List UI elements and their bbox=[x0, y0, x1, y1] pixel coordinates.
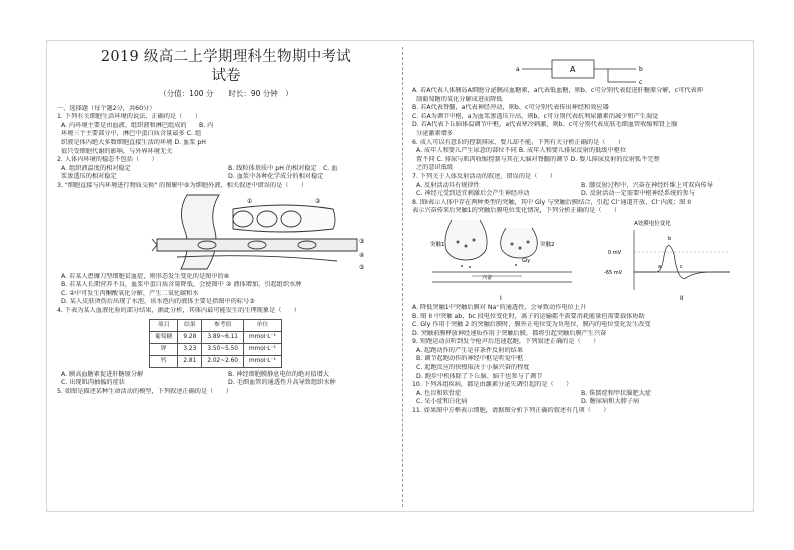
table-cell: 葡萄糖 bbox=[150, 331, 178, 343]
exam-title-line1: 2019 级高二上学期理科生物期中考试 bbox=[100, 49, 352, 65]
q9-option-c: C. 起跑反应的快慢取决于小脑兴奋的程度 bbox=[416, 364, 530, 372]
table-header: 结果 bbox=[178, 319, 202, 331]
left-column bbox=[57, 41, 395, 396]
q8-option-d: D. 突触前膜释放神经递质作用于突触后膜，都将引起突触后膜产生兴奋 bbox=[412, 329, 607, 337]
table-cell: 2.02~2.60 bbox=[202, 355, 244, 367]
question-6: 6. 成人可以有意识的控制排尿，婴儿却不能，下列有关分析正确的是（ ） bbox=[412, 138, 625, 146]
q8-option-b: B. 图 II 中突触 ab、bc 段电位变化时，离子的运输都不需要消耗能量但需要载体协助 bbox=[412, 312, 645, 320]
table-row bbox=[150, 355, 282, 367]
synapse1-label: 突触1 bbox=[430, 241, 445, 248]
question-1: 1. 下列有关细胞生活环境的说法，正确的是（ ） bbox=[57, 113, 201, 121]
q1-option-text: 环境三个主要部分中，淋巴中蛋白质含量最多 C. 组 bbox=[61, 130, 202, 138]
figure-label: ④ bbox=[359, 251, 365, 259]
q9-option-b: B. 调节起跑动作的神经中枢是听觉中枢 bbox=[416, 355, 524, 363]
model-input-label: a bbox=[516, 66, 520, 73]
y-tick-label: 0 mV bbox=[608, 249, 622, 256]
q3-option-d: D. 某人皮肤烫伤后出现了水泡，该水泡内的液体主要是指图中的标号③ bbox=[61, 298, 255, 306]
figure-i-label: I bbox=[500, 294, 502, 302]
table-row bbox=[150, 343, 282, 355]
table-cell: 2.81 bbox=[178, 355, 202, 367]
q5-option-d-cont: 分泌激素增多 bbox=[416, 129, 454, 137]
table-cell: 3.89~6.11 bbox=[202, 331, 244, 343]
excite-label: 兴奋 bbox=[482, 274, 493, 281]
q10-option-d: D. 糖尿病和大脖子病 bbox=[581, 398, 640, 406]
q5-option-a-cont: 制葡萄糖的氧化分解成进而降低 bbox=[416, 95, 503, 103]
q2-option-b: B. 线粒体基质中 pH 的相对稳定 C. 血 bbox=[228, 164, 338, 172]
q8-option-c: C. Gly 作用于突触 2 的突触后膜时，膜外正电位变为负电位，膜内的电位变化发生改变 bbox=[412, 321, 651, 329]
exam-page bbox=[46, 40, 754, 512]
figure-label: ⑤ bbox=[359, 263, 365, 271]
q4-option-c: C. 出现肌肉抽搐的症状 bbox=[61, 379, 125, 387]
question-11: 11. 如果图中方框表示细胞，请据图分析下列正确的叙述有几项（ ） bbox=[412, 407, 610, 415]
table-cell: mmol·L⁻¹ bbox=[244, 331, 282, 343]
q9-option-d: D. 跑步中机体除了下丘脑、脑干也参与了调节 bbox=[416, 372, 543, 380]
table-cell: 钙 bbox=[150, 355, 178, 367]
table-row bbox=[150, 331, 282, 343]
curve-point-label: c bbox=[680, 263, 683, 270]
q2-option-a: A. 组织液温度的相对稳定 bbox=[61, 164, 131, 172]
activity-model-figure bbox=[412, 57, 746, 87]
right-column bbox=[412, 57, 746, 416]
synapse-drawing bbox=[432, 220, 572, 282]
model-output-label: c bbox=[639, 79, 643, 86]
figure-ii-label: II bbox=[680, 294, 684, 302]
question-3: 3. "细胞直接与内环境进行物质交换" 的图解中⑤为细胞外液，相关叙述中错误的是（ ） bbox=[57, 181, 308, 189]
table-cell: mmol·L⁻¹ bbox=[244, 355, 282, 367]
q8-option-a: A. 降低突触1中突触后膜对 Na⁺的通透性，会导致动作电位上升 bbox=[412, 303, 587, 311]
q1-option-text: A. 内环境主要是由血液、组织液和淋巴组成的 B. 内 bbox=[61, 121, 214, 129]
exam-title-line2: 试卷 bbox=[211, 68, 241, 84]
question-4: 4. 下表为某人血液化验的部分结果，据此分析，其体内最可能发生的生理现象是（ ） bbox=[57, 306, 300, 314]
table-cell: 3.23 bbox=[178, 343, 202, 355]
figure-label: ② bbox=[315, 197, 321, 205]
q1-option-text: 值只受细胞代谢的影响，与外界环境无关 bbox=[61, 147, 173, 155]
q10-option-b: B. 侏儒症和甲状腺肥大症 bbox=[581, 389, 652, 397]
model-output-label: b bbox=[639, 66, 643, 73]
synapse2-label: 突触2 bbox=[540, 241, 555, 248]
chart-title: A处膜电位变化 bbox=[634, 220, 671, 227]
table-cell: mmol·L⁻¹ bbox=[244, 343, 282, 355]
tissue-exchange-figure bbox=[57, 191, 395, 273]
q7-option-d: D. 反射活动一定需要中枢神经系统的参与 bbox=[581, 190, 695, 198]
q3-option-c: C. ②中可发生丙酮酸氧化分解，产生二氧化碳和水 bbox=[61, 289, 199, 297]
table-header: 参考值 bbox=[202, 319, 244, 331]
question-8: 8. 图Ⅰ表示人体中存在两种类型的突触，其中 Gly 与突触后膜结合，引起 Cl⁻通道开放，Cl⁻内流；图 II bbox=[412, 198, 691, 206]
question-10: 10. 下列各组疾病，都是由激素分泌失调引起的是（ ） bbox=[412, 381, 573, 389]
q1-option-text: 织液是体内绝大多数细胞直接生活的环境 D. 血浆 pH bbox=[61, 138, 206, 146]
output-arrow-c bbox=[608, 69, 636, 82]
capillary-drawing bbox=[152, 195, 357, 269]
q7-option-b: B. 膝反射过程中，兴奋在神经纤维上可双向传导 bbox=[581, 181, 713, 189]
question-8-cont: 表示兴奋传来后突触1的突触后膜电位变化情况，下列分析正确的是（ ） bbox=[412, 207, 621, 215]
model-box-label: A bbox=[570, 65, 576, 74]
table-cell: 钾 bbox=[150, 343, 178, 355]
q6-options: A. 成年人和婴儿产生尿意的部位不同 B. 成年人和婴儿排尿反射的低级中枢位 bbox=[416, 147, 627, 155]
q5-option-a: A. 若A代表人体胰岛A细胞分泌胰高血糖素，a代表低血糖，则b、c可分别代表促进肝糖原分解，c可代表抑 bbox=[412, 87, 703, 94]
q4-option-d: D. 毛细血管的通透性升高导致组织水肿 bbox=[228, 379, 336, 387]
q7-option-c: C. 神经元受到适宜刺激后会产生神经冲动 bbox=[416, 190, 530, 198]
section-heading: 一、选择题（每个题2分，共60分） bbox=[57, 104, 156, 112]
q5-option-d: D. 若A代表下丘脑体温调节中枢，a代表寒冷刺激，则b、c可分别代表皮肤毛细血管收缩和肾上腺 bbox=[412, 121, 678, 129]
question-2: 2. 人体内环境的稳态不包括（ ） bbox=[57, 156, 158, 164]
figure-label: ① bbox=[247, 197, 253, 205]
column-divider bbox=[402, 47, 403, 507]
exam-info: （分值：100 分 时长：90 分钟 ） bbox=[159, 89, 293, 98]
q9-option-a: A. 起跑动作的产生是非条件反射的结果 bbox=[416, 346, 524, 354]
potential-curve bbox=[634, 245, 730, 278]
q10-option-a: A. 色盲和软骨症 bbox=[416, 389, 462, 397]
q3-option-a: A. 若某人患镰刀型细胞贫血症，则形态发生变化的是图中的⑥ bbox=[61, 272, 230, 280]
table-cell: 3.50~5.50 bbox=[202, 343, 244, 355]
question-9: 9. 短跑运动员听到发令枪声后迅速起跑，下列叙述正确的是（ ） bbox=[412, 338, 600, 346]
curve-point-label: b bbox=[668, 235, 672, 242]
question-7: 7. 下列关于人体反射活动的叙述，错误的是（ ） bbox=[412, 172, 556, 180]
q6-options: 之的意识低级 bbox=[416, 164, 454, 172]
table-header: 单位 bbox=[244, 319, 282, 331]
table-header-row bbox=[150, 319, 282, 331]
curve-point-label: a bbox=[658, 263, 662, 270]
q10-option-c: C. 呆小症和白化病 bbox=[416, 398, 468, 406]
q2-option-d: D. 血浆中各种化学成分的相对稳定 bbox=[228, 173, 324, 181]
q4-option-a: A. 胰高血糖素促进肝糖原分解 bbox=[61, 370, 144, 378]
q5-option-c: C. 若A为调节中枢，a为血浆渗透压升高，则b、c可分别代表抗利尿激素的减少和产生渴觉 bbox=[412, 112, 659, 120]
synapse-figure bbox=[412, 216, 746, 304]
q6-options: 置不同 C. 排尿与肌肉收缩控制与其在大脑对脊髓的调节 D. 婴儿排尿反射的反射弧不完整 bbox=[416, 155, 660, 163]
q5-option-b: B. 若A代表脊髓，a代表神经冲动，则b、c可分别代表传出神经和效应器 bbox=[412, 104, 609, 112]
gly-label: Gly bbox=[522, 257, 531, 264]
blood-test-table bbox=[149, 319, 282, 368]
q2-option-c: 浆渗透压的相对稳定 bbox=[61, 173, 117, 181]
q3-option-b: B. 若某人长期营养不良，血浆中蛋白质含量降低，会使图中 ② 液体增加，引起组织水肿 bbox=[61, 281, 302, 289]
y-tick-label: -65 mV bbox=[604, 269, 623, 276]
table-header: 项目 bbox=[150, 319, 178, 331]
membrane-potential-chart bbox=[634, 230, 730, 290]
figure-label: ③ bbox=[359, 237, 365, 245]
question-5: 5. 如图是描述某种生命活动的模型，下列叙述正确的是（ ） bbox=[57, 387, 232, 395]
table-cell: 9.28 bbox=[178, 331, 202, 343]
q7-option-a: A. 反射活动具有规律性 bbox=[416, 181, 480, 189]
q4-option-b: B. 神经细胞膜静息电位的绝对值增大 bbox=[228, 370, 329, 378]
